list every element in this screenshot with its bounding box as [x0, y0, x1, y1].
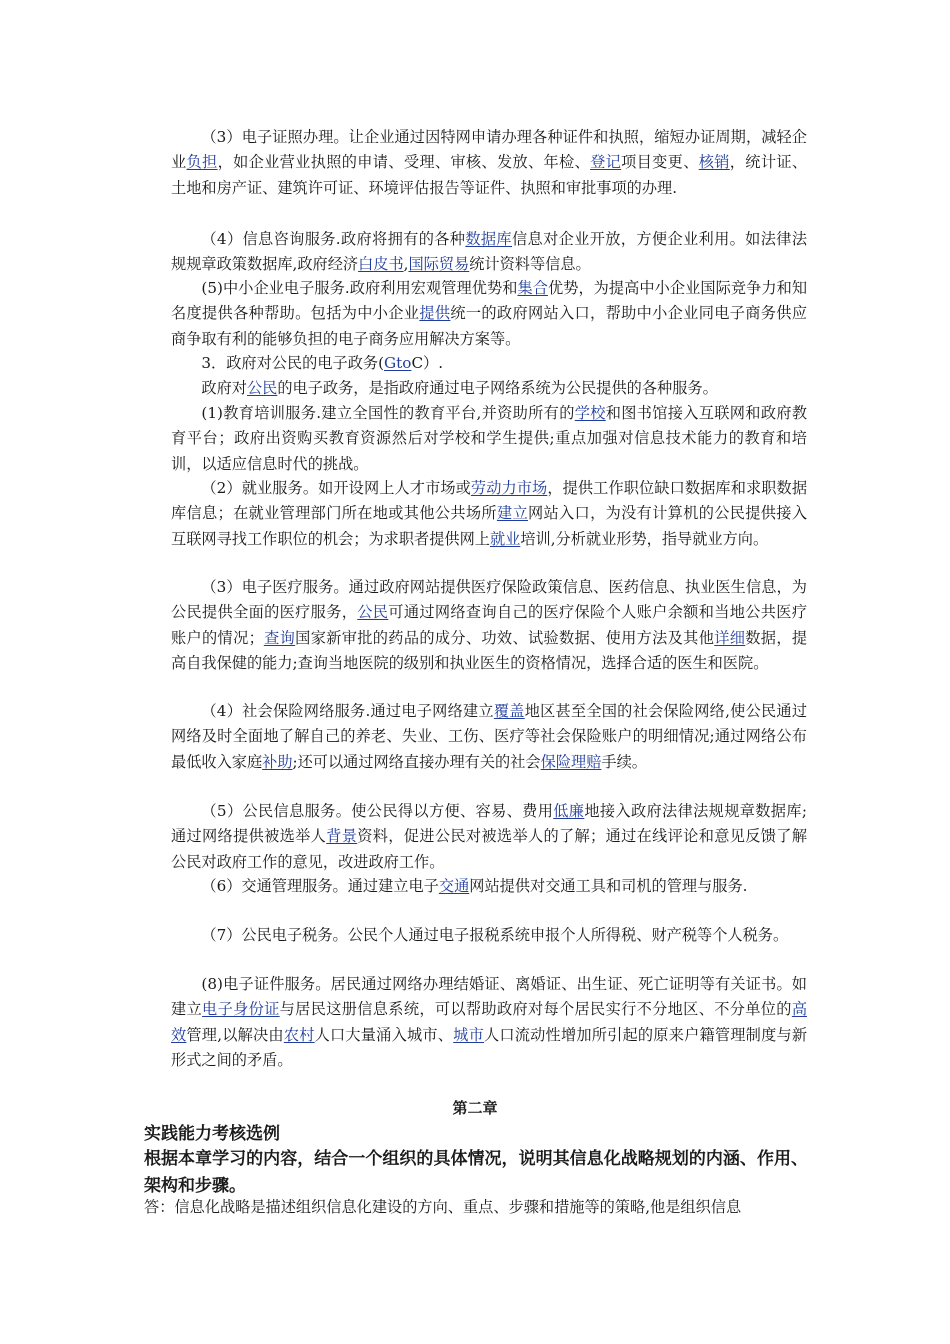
hyperlink[interactable]: 高效	[171, 1000, 808, 1044]
hyperlink[interactable]: 低廉	[553, 802, 585, 820]
text-run: 可通过网络查询自己的医疗保险个人账户余额和当地公共医疗账户的情况；	[171, 603, 808, 647]
text-run: 优势，为提高中小企业国际竞争力和知名度提供各种帮助。包括为中小企业	[171, 279, 808, 323]
hyperlink[interactable]: 背景	[326, 827, 358, 846]
text-run: 统计资料等信息。	[469, 255, 591, 274]
hyperlink[interactable]: 国际贸易	[408, 255, 470, 274]
text-run: (5)中小企业电子服务.政府利用宏观管理优势和	[201, 279, 518, 297]
text-run: 3．政府对公民的电子政务(	[201, 354, 385, 372]
paragraph-tax	[171, 923, 807, 948]
hyperlink[interactable]: 覆盖	[493, 702, 525, 720]
text-run: 与居民这册信息系统，可以帮助政府对每个居民实行不分地区、不分单位的	[279, 1000, 792, 1019]
text-run: （4）社会保险网络服务.通过电子网络建立	[201, 702, 494, 720]
hyperlink[interactable]: 就业	[489, 529, 521, 548]
text-run: （6）交通管理服务。通过建立电子	[201, 877, 439, 895]
text-run: 和图书馆接入互联网和政府教育平台；政府出资购买教育资源然后对学校和学生提供;重点加强对信息技术能力的教育和培训，以适应信息时代的挑战。	[171, 404, 808, 473]
text-run: ;还可以通过网络直接办理有关的社会	[292, 752, 541, 771]
text-run: 网站提供对交通工具和司机的管理与服务.	[469, 877, 748, 895]
hyperlink[interactable]: 提供	[419, 304, 451, 323]
text-run: 政府对	[201, 379, 247, 397]
hyperlink[interactable]: Gto	[384, 354, 412, 372]
text-run: ，提供工作职位缺口数据库和求职数据库信息；在就业管理部门所在地或其他公共场所	[171, 479, 808, 523]
text-run: 人口大量涌入城市、	[314, 1025, 454, 1044]
hyperlink[interactable]: 学校	[574, 404, 606, 422]
question-text: 根据本章学习的内容，结合一个组织的具体情况，说明其信息化战略规划的内涵、作用、架构和步骤。	[144, 1149, 808, 1196]
text-run: （2）就业服务。如开设网上人才市场或	[201, 479, 471, 497]
paragraph-medical	[171, 575, 807, 677]
chapter-title: 第二章	[452, 1099, 498, 1117]
paragraph-traffic	[171, 874, 807, 899]
hyperlink[interactable]: 详细	[714, 628, 746, 647]
text-run: 网站入口，为没有计算机的公民提供接入互联网寻找工作职位的机会；为求职者提供网上	[171, 504, 808, 548]
heading-gtoc	[171, 351, 807, 376]
text-run: （5）公民信息服务。使公民得以方便、容易、费用	[201, 802, 554, 820]
paragraph-gtoc-intro	[171, 376, 807, 401]
hyperlink[interactable]: 公民	[357, 603, 389, 622]
hyperlink[interactable]: 建立	[496, 504, 528, 523]
text-run: 培训,分析就业形势，指导就业方向。	[520, 529, 769, 548]
text-run: 管理,以解决由	[186, 1025, 284, 1044]
text-run: ，如企业营业执照的申请、受理、审核、发放、年检、	[217, 153, 591, 172]
hyperlink[interactable]: 查询	[263, 628, 296, 647]
text-run: （4）信息咨询服务.政府将拥有的各种	[201, 230, 466, 248]
text-run: （3）电子医疗服务。通过政府网站提供医疗保险政策信息、医药信息、执业医生信息，为公民提供全面的医疗服务，	[171, 578, 807, 622]
hyperlink[interactable]: 白皮书	[358, 255, 404, 274]
hyperlink[interactable]: 公民	[246, 379, 278, 397]
hyperlink[interactable]: 负担	[186, 153, 218, 172]
paragraph-education	[171, 401, 807, 477]
hyperlink[interactable]: 集合	[517, 279, 548, 297]
text-run: 项目变更、	[621, 153, 699, 172]
paragraph-social-insurance	[171, 699, 807, 775]
hyperlink[interactable]: 农村	[283, 1025, 315, 1044]
hyperlink[interactable]: 保险理赔	[540, 752, 602, 771]
paragraph-electronic-license	[171, 125, 807, 201]
text-run: ,	[403, 255, 409, 274]
text-run: 信息对企业开放，方便企业利用。如法律法规规章政策数据库,政府经济	[171, 230, 808, 274]
text-run: 地区甚至全国的社会保险网络,使公民通过网络及时全面地了解自己的养老、失业、工伤、医疗等社会保险账户的明细情况;通过网络公布最低收入家庭	[171, 702, 808, 771]
text-run: 的电子政务，是指政府通过电子网络系统为公民提供的各种服务。	[277, 379, 718, 397]
paragraph-employment	[171, 476, 807, 552]
text-run: (1)教育培训服务.建立全国性的教育平台,并资助所有的	[201, 404, 575, 422]
hyperlink[interactable]: 数据库	[465, 230, 512, 248]
text-run: (8)电子证件服务。居民通过网络办理结婚证、离婚证、出生证、死亡证明等有关证书。如建立	[171, 975, 807, 1019]
paragraph-citizen-info	[171, 799, 807, 875]
hyperlink[interactable]: 补助	[262, 752, 293, 771]
text-run: 人口流动性增加所引起的原来户籍管理制度与新形式之间的矛盾。	[171, 1025, 808, 1070]
section-title: 实践能力考核选例	[144, 1124, 280, 1144]
text-run: C）.	[411, 354, 444, 372]
text-run: 地接入政府法律法规规章数据库;通过网络提供被选举人	[171, 802, 807, 846]
text-run: 手续。	[601, 752, 647, 771]
paragraph-sme-services	[171, 276, 807, 352]
text-run: 统一的政府网站入口，帮助中小企业同电子商务供应商争取有利的能够负担的电子商务应用解决方案等。	[171, 304, 808, 348]
text-run: 资料，促进公民对被选举人的了解；通过在线评论和意见反馈了解公民对政府工作的意见，改进政府工作。	[171, 827, 808, 871]
hyperlink[interactable]: 交通	[438, 877, 470, 895]
hyperlink[interactable]: 城市	[453, 1025, 484, 1044]
hyperlink[interactable]: 劳动力市场	[470, 479, 548, 497]
hyperlink[interactable]: 电子身份证	[202, 1000, 280, 1019]
text-run: （7）公民电子税务。公民个人通过电子报税系统申报个人所得税、财产税等个人税务。	[201, 926, 789, 944]
answer-text: 答：信息化战略是描述组织信息化建设的方向、重点、步骤和措施等的策略,他是组织信息	[144, 1198, 742, 1216]
hyperlink[interactable]: 核销	[698, 153, 730, 172]
text-run: （3）电子证照办理。让企业通过因特网申请办理各种证件和执照，缩短办证周期，减轻企业	[171, 128, 807, 172]
paragraph-info-consulting	[171, 227, 807, 278]
text-run: 国家新审批的药品的成分、功效、试验数据、使用方法及其他	[295, 628, 715, 647]
text-run: 数据，提高自我保健的能力;查询当地医院的级别和执业医生的资格情况，选择合适的医生和医院。	[171, 628, 808, 673]
hyperlink[interactable]: 登记	[590, 153, 622, 172]
paragraph-certificates	[171, 972, 807, 1074]
text-run: ，统计证、土地和房产证、建筑许可证、环境评估报告等证件、执照和审批事项的办理.	[171, 153, 808, 197]
